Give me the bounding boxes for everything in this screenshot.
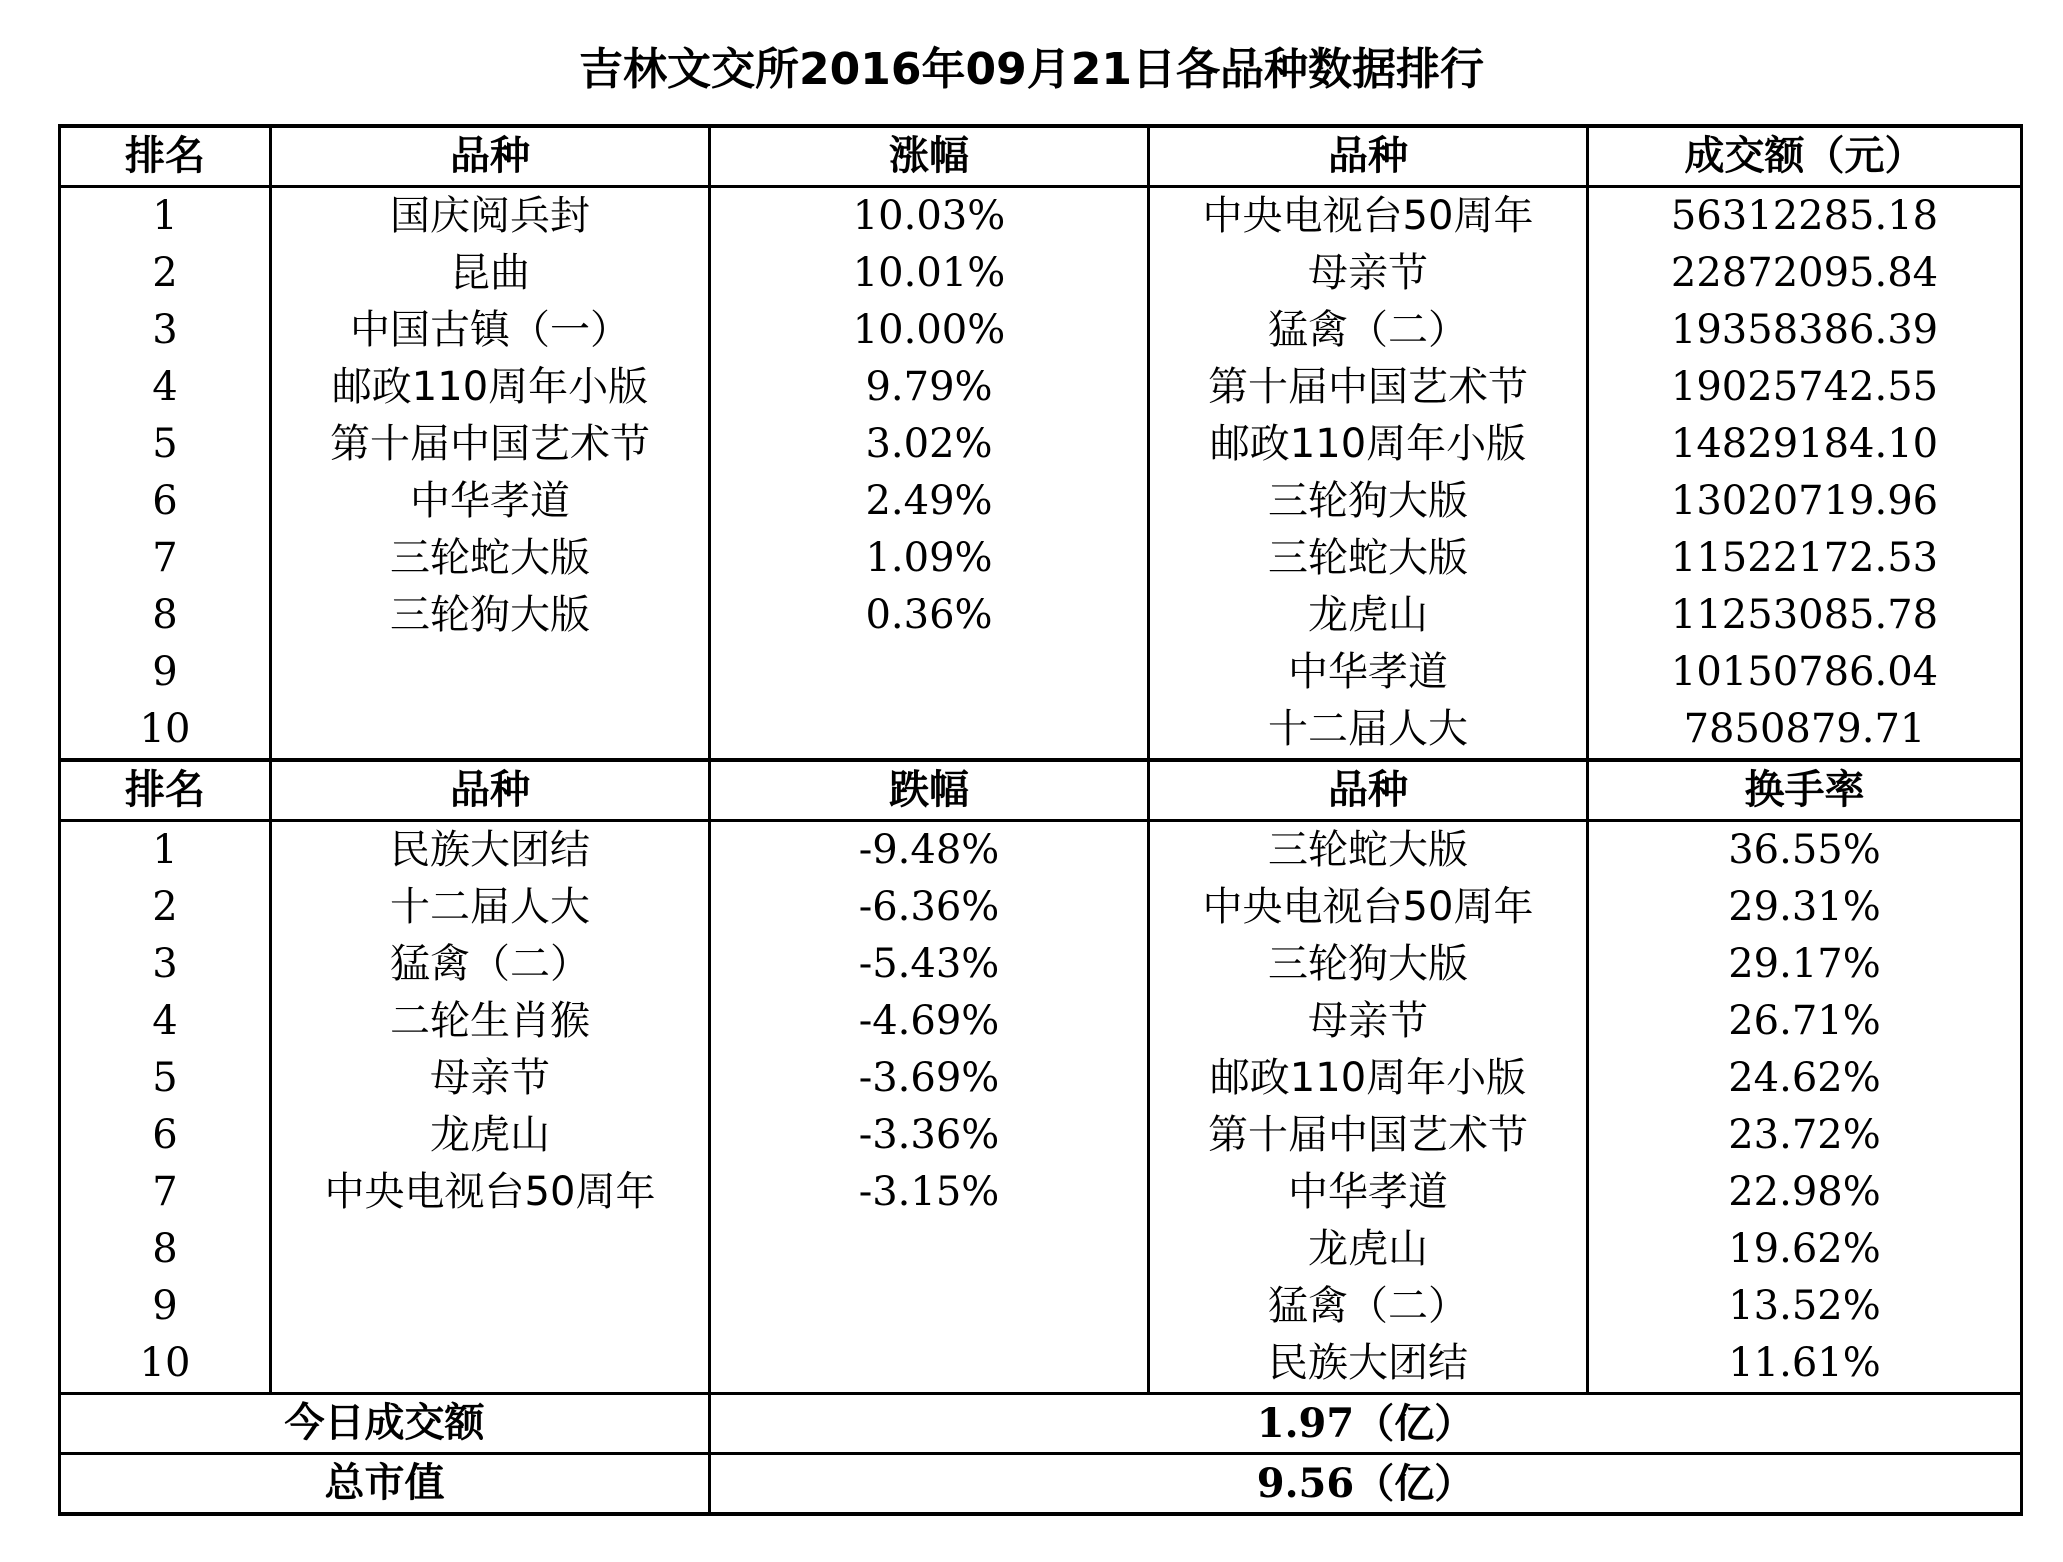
top-table-cell-variety-volume: 猛禽（二） (1149, 302, 1588, 359)
bottom-table-cell-variety-volume: 中央电视台50周年 (1149, 879, 1588, 936)
summary-value: 1.97（亿） (710, 1394, 2022, 1454)
bottom-table-cell-variety (271, 1221, 710, 1278)
top-table-header-change: 涨幅 (710, 126, 1149, 187)
table-row (60, 1221, 2022, 1278)
bottom-table-cell-value: 36.55% (1588, 821, 2022, 880)
top-table-cell-value: 22872095.84 (1588, 245, 2022, 302)
top-table-cell-value: 11522172.53 (1588, 530, 2022, 587)
top-table-cell-rank: 3 (60, 302, 271, 359)
bottom-table-cell-variety-volume: 三轮蛇大版 (1149, 821, 1588, 880)
bottom-table-header-variety-volume: 品种 (1149, 760, 1588, 821)
bottom-table-cell-change: -3.36% (710, 1107, 1149, 1164)
summary-value: 9.56（亿） (710, 1454, 2022, 1515)
bottom-table-cell-variety: 中央电视台50周年 (271, 1164, 710, 1221)
top-table-cell-value: 19025742.55 (1588, 359, 2022, 416)
bottom-table-cell-change (710, 1278, 1149, 1335)
bottom-table-cell-rank: 8 (60, 1221, 271, 1278)
bottom-table-cell-variety-volume: 中华孝道 (1149, 1164, 1588, 1221)
top_table-header-row (60, 126, 2022, 187)
top-table-cell-variety: 昆曲 (271, 245, 710, 302)
top-table-cell-rank: 7 (60, 530, 271, 587)
bottom-table-cell-value: 13.52% (1588, 1278, 2022, 1335)
bottom-table-cell-value: 24.62% (1588, 1050, 2022, 1107)
table-row (60, 821, 2022, 880)
top-table-cell-variety: 中国古镇（一） (271, 302, 710, 359)
bottom-table-cell-rank: 3 (60, 936, 271, 993)
top-table-cell-rank: 10 (60, 701, 271, 760)
top-table-cell-change: 2.49% (710, 473, 1149, 530)
bottom-table-cell-variety: 龙虎山 (271, 1107, 710, 1164)
bottom-table-header-rank: 排名 (60, 760, 271, 821)
bottom-table-header-change: 跌幅 (710, 760, 1149, 821)
top-table-cell-variety-volume: 第十届中国艺术节 (1149, 359, 1588, 416)
table-row (60, 245, 2022, 302)
table-row (60, 993, 2022, 1050)
top-table-cell-change: 0.36% (710, 587, 1149, 644)
bottom-table-cell-variety: 十二届人大 (271, 879, 710, 936)
table-row (60, 644, 2022, 701)
bottom-table-cell-value: 29.17% (1588, 936, 2022, 993)
top-table-cell-variety: 国庆阅兵封 (271, 187, 710, 246)
top-table-cell-value: 19358386.39 (1588, 302, 2022, 359)
top-table-cell-rank: 2 (60, 245, 271, 302)
top-table-cell-change (710, 644, 1149, 701)
top-table-cell-value: 56312285.18 (1588, 187, 2022, 246)
bottom-table-cell-value: 23.72% (1588, 1107, 2022, 1164)
page-title: 吉林文交所2016年09月21日各品种数据排行 (579, 44, 1484, 95)
top-table-cell-change: 10.00% (710, 302, 1149, 359)
summary-row (60, 1454, 2022, 1515)
summary-label: 今日成交额 (60, 1394, 710, 1454)
top-table-cell-variety: 第十届中国艺术节 (271, 416, 710, 473)
bottom-table-cell-change: -3.15% (710, 1164, 1149, 1221)
top-table-header-rank: 排名 (60, 126, 271, 187)
bottom-table-cell-change (710, 1221, 1149, 1278)
table-row (60, 1164, 2022, 1221)
top-table-cell-variety-volume: 邮政110周年小版 (1149, 416, 1588, 473)
bottom-table-cell-rank: 9 (60, 1278, 271, 1335)
top-table-header-value: 成交额（元） (1588, 126, 2022, 187)
table-row (60, 1107, 2022, 1164)
top-table-cell-change: 1.09% (710, 530, 1149, 587)
top-table-header-variety: 品种 (271, 126, 710, 187)
bottom_table-header-row (60, 760, 2022, 821)
bottom-table-cell-variety: 母亲节 (271, 1050, 710, 1107)
bottom-table-cell-change: -6.36% (710, 879, 1149, 936)
top-table-cell-change: 10.01% (710, 245, 1149, 302)
top-table-cell-change: 9.79% (710, 359, 1149, 416)
table-row (60, 302, 2022, 359)
summary-label: 总市值 (60, 1454, 710, 1515)
top-table-cell-change: 10.03% (710, 187, 1149, 246)
top-table-cell-rank: 1 (60, 187, 271, 246)
bottom-table-cell-change: -5.43% (710, 936, 1149, 993)
top-table-cell-rank: 5 (60, 416, 271, 473)
top-table-cell-variety (271, 644, 710, 701)
top-table-cell-variety: 邮政110周年小版 (271, 359, 710, 416)
table-row (60, 473, 2022, 530)
top-table-cell-rank: 8 (60, 587, 271, 644)
bottom-table-cell-rank: 6 (60, 1107, 271, 1164)
bottom-table-cell-variety-volume: 第十届中国艺术节 (1149, 1107, 1588, 1164)
bottom-table-cell-variety-volume: 龙虎山 (1149, 1221, 1588, 1278)
bottom-table-cell-rank: 10 (60, 1335, 271, 1394)
bottom-table-cell-change: -9.48% (710, 821, 1149, 880)
bottom-table-cell-rank: 2 (60, 879, 271, 936)
bottom-table-cell-variety-volume: 民族大团结 (1149, 1335, 1588, 1394)
top-table-header-variety-volume: 品种 (1149, 126, 1588, 187)
top-table-cell-value: 14829184.10 (1588, 416, 2022, 473)
bottom-table-cell-change: -4.69% (710, 993, 1149, 1050)
top-table-cell-variety-volume: 三轮狗大版 (1149, 473, 1588, 530)
top-table-cell-value: 10150786.04 (1588, 644, 2022, 701)
top-table-cell-rank: 4 (60, 359, 271, 416)
bottom-table-cell-variety-volume: 猛禽（二） (1149, 1278, 1588, 1335)
top-table-cell-rank: 9 (60, 644, 271, 701)
bottom-table-cell-variety-volume: 邮政110周年小版 (1149, 1050, 1588, 1107)
top-table-cell-variety-volume: 中央电视台50周年 (1149, 187, 1588, 246)
bottom-table-cell-rank: 4 (60, 993, 271, 1050)
top-table-cell-value: 13020719.96 (1588, 473, 2022, 530)
bottom-table-header-value: 换手率 (1588, 760, 2022, 821)
bottom-table-cell-rank: 1 (60, 821, 271, 880)
table-row (60, 187, 2022, 246)
top-table-cell-change (710, 701, 1149, 760)
table-row (60, 1278, 2022, 1335)
bottom-table-cell-variety-volume: 三轮狗大版 (1149, 936, 1588, 993)
bottom-table-cell-value: 26.71% (1588, 993, 2022, 1050)
table-row (60, 416, 2022, 473)
top-table-cell-variety-volume: 母亲节 (1149, 245, 1588, 302)
top-table-cell-variety-volume: 三轮蛇大版 (1149, 530, 1588, 587)
table-row (60, 1050, 2022, 1107)
table-row (60, 587, 2022, 644)
table-row (60, 1335, 2022, 1394)
bottom-table-cell-variety: 猛禽（二） (271, 936, 710, 993)
bottom-table-cell-rank: 5 (60, 1050, 271, 1107)
table-row (60, 701, 2022, 760)
bottom-table-cell-value: 19.62% (1588, 1221, 2022, 1278)
top-table-cell-value: 11253085.78 (1588, 587, 2022, 644)
bottom-table-cell-change: -3.69% (710, 1050, 1149, 1107)
bottom-table-header-variety: 品种 (271, 760, 710, 821)
top-table-cell-variety-volume: 十二届人大 (1149, 701, 1588, 760)
top-table-cell-variety-volume: 中华孝道 (1149, 644, 1588, 701)
table-row (60, 936, 2022, 993)
top-table-cell-change: 3.02% (710, 416, 1149, 473)
ranking-table-body (60, 126, 2022, 1514)
top-table-cell-variety (271, 701, 710, 760)
table-row (60, 530, 2022, 587)
bottom-table-cell-value: 29.31% (1588, 879, 2022, 936)
top-table-cell-variety: 三轮狗大版 (271, 587, 710, 644)
bottom-table-cell-change (710, 1335, 1149, 1394)
table-row (60, 359, 2022, 416)
top-table-cell-variety: 中华孝道 (271, 473, 710, 530)
top-table-cell-variety: 三轮蛇大版 (271, 530, 710, 587)
top-table-cell-variety-volume: 龙虎山 (1149, 587, 1588, 644)
table-row (60, 879, 2022, 936)
bottom-table-cell-variety: 二轮生肖猴 (271, 993, 710, 1050)
ranking-table (58, 124, 2023, 1516)
bottom-table-cell-rank: 7 (60, 1164, 271, 1221)
bottom-table-cell-variety: 民族大团结 (271, 821, 710, 880)
top-table-cell-value: 7850879.71 (1588, 701, 2022, 760)
top-table-cell-rank: 6 (60, 473, 271, 530)
bottom-table-cell-value: 11.61% (1588, 1335, 2022, 1394)
bottom-table-cell-variety-volume: 母亲节 (1149, 993, 1588, 1050)
summary-row (60, 1394, 2022, 1454)
bottom-table-cell-variety (271, 1335, 710, 1394)
bottom-table-cell-variety (271, 1278, 710, 1335)
bottom-table-cell-value: 22.98% (1588, 1164, 2022, 1221)
